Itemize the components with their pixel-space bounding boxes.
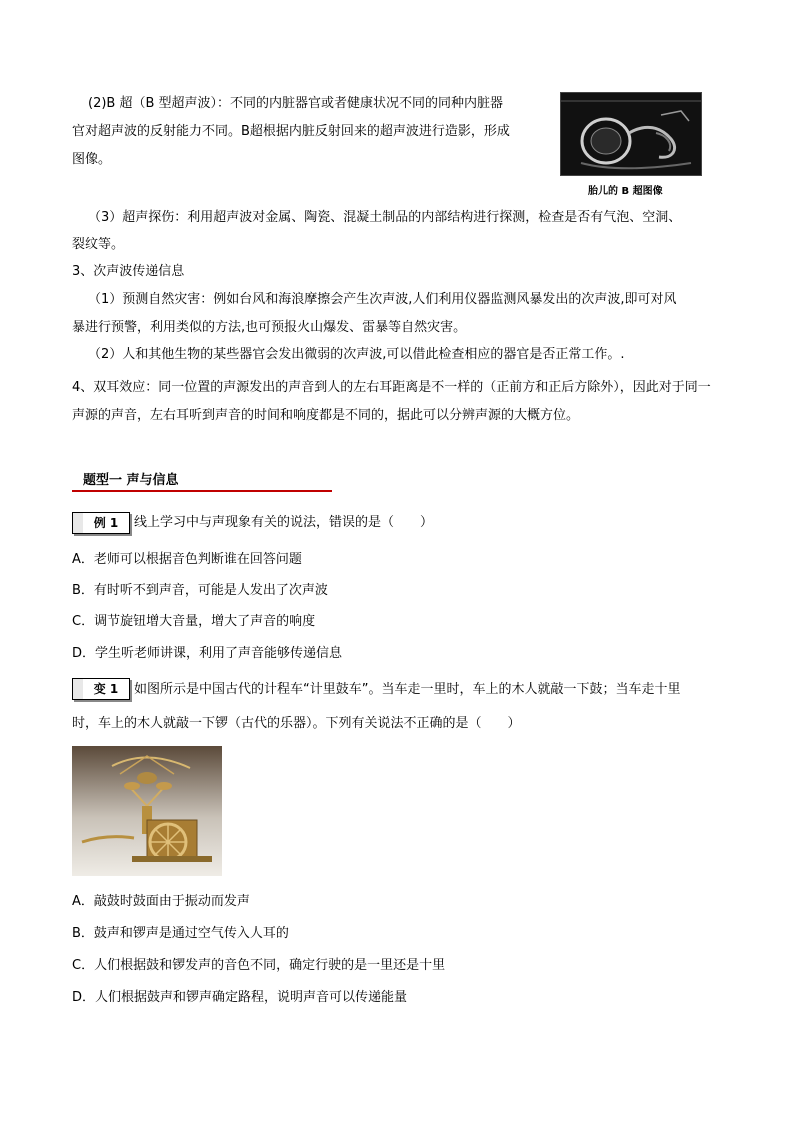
example-tag-label: 例 1: [93, 516, 119, 530]
variant-tag: [72, 678, 130, 700]
variant-option-d: D．人们根据鼓声和锣声确定路程，说明声音可以传递能量: [72, 990, 408, 1005]
figure-caption: 胎儿的 B 超图像: [588, 186, 663, 197]
drum-cart-photo: [72, 746, 222, 876]
variant-option-c: C．人们根据鼓和锣发声的音色不同，确定行驶的是一里还是十里: [72, 958, 446, 973]
example-option-a: A．老师可以根据音色判断谁在回答问题: [72, 552, 302, 567]
example-option-b: B．有时听不到声音，可能是人发出了次声波: [72, 583, 328, 598]
section-divider: [72, 490, 332, 492]
variant-question-line-1: 如图所示是中国古代的计程车“计里鼓车”。当车走一里时，车上的木人就敲一下鼓；当车走十里: [134, 682, 681, 697]
section-title: 题型一 声与信息: [83, 473, 179, 488]
infrasound-line-1a: （1）预测自然灾害：例如台风和海浪摩擦会产生次声波,人们利用仪器监测风暴发出的次声波,即可对风: [88, 292, 677, 307]
variant-question-line-2: 时，车上的木人就敲一下锣（古代的乐器）。下列有关说法不正确的是（ ）: [72, 716, 521, 731]
infrasound-heading: 3、次声波传递信息: [72, 264, 185, 279]
example-tag: [72, 512, 130, 534]
binaural-line-1: 4、双耳效应：同一位置的声源发出的声音到人的左右耳距离是不一样的（正前方和正后方除外），因此对于同一: [72, 380, 711, 395]
variant-tag-label: 变 1: [93, 682, 119, 696]
fetal-ultrasound-image: [560, 92, 702, 176]
b-ultrasound-line-2: 官对超声波的反射能力不同。B超根据内脏反射回来的超声波进行造影，形成: [72, 124, 510, 139]
binaural-line-2: 声源的声音，左右耳听到声音的时间和响度都是不同的，据此可以分辨声源的大概方位。: [72, 408, 580, 423]
b-ultrasound-line-1: (2)B 超（B 型超声波）：不同的内脏器官或者健康状况不同的同种内脏器: [88, 96, 504, 111]
example-option-c: C．调节旋钮增大音量，增大了声音的响度: [72, 614, 316, 629]
b-ultrasound-line-3: 图像。: [72, 152, 112, 167]
flaw-detection-line-1: （3）超声探伤：利用超声波对金属、陶瓷、混凝土制品的内部结构进行探测，检查是否有气泡、空洞、: [88, 210, 682, 225]
example-question: 线上学习中与声现象有关的说法，错误的是（ ）: [134, 515, 434, 530]
infrasound-line-2: （2）人和其他生物的某些器官会发出微弱的次声波,可以借此检查相应的器官是否正常工作。.: [88, 347, 625, 362]
infrasound-line-1b: 暴进行预警，利用类似的方法,也可预报火山爆发、雷暴等自然灾害。: [72, 320, 467, 335]
flaw-detection-line-2: 裂纹等。: [72, 237, 125, 252]
example-option-d: D．学生听老师讲课，利用了声音能够传递信息: [72, 646, 343, 661]
variant-option-b: B．鼓声和锣声是通过空气传入人耳的: [72, 926, 289, 941]
variant-option-a: A．敲鼓时鼓面由于振动而发声: [72, 894, 250, 909]
